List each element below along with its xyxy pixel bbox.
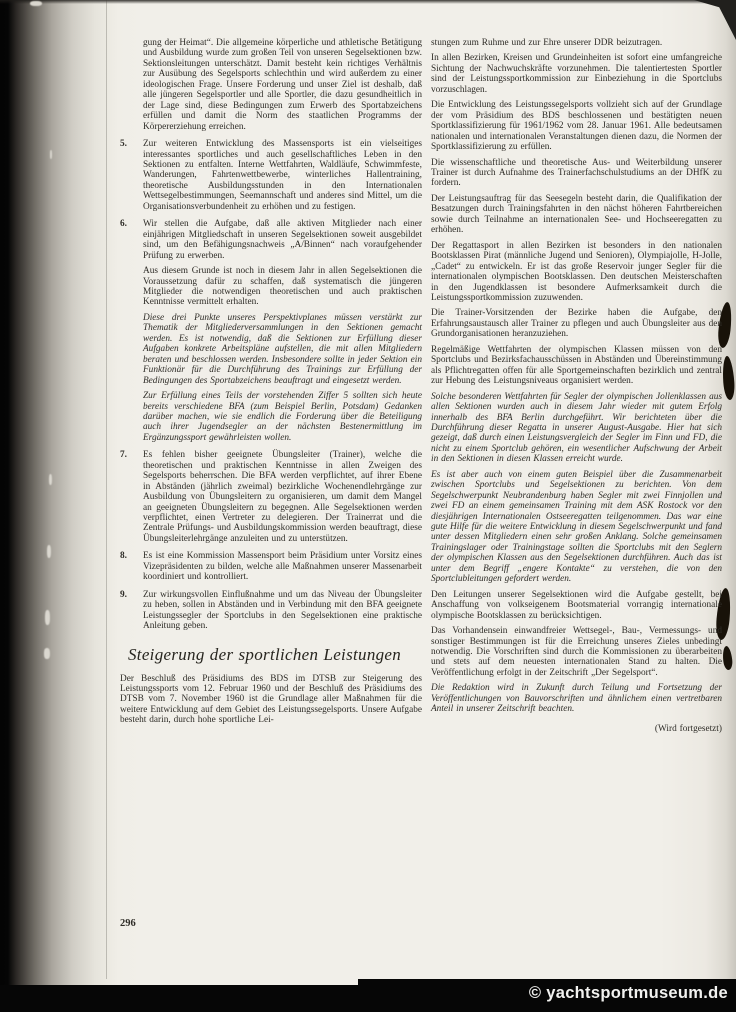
paragraph: Die wissenschaftliche und theoretische Aus- und Weiterbildung unserer Trainer ist durch Aufnahme des Trainerfachschulstudiums an der DHfK zu fordern. xyxy=(431,157,722,189)
section-heading: Steigerung der sportlichen Leistungen xyxy=(128,644,402,664)
numbered-list-item xyxy=(120,450,422,544)
list-item-text: Zur wirkungsvollen Einflußnahme und um das Niveau der Übungsleiter zu heben, sollen in Abständen und in Verbindung mit den BFA geeignete Leistungssegler der Sportclubs in den Segelsektionen eine praktische Anleitung geben. xyxy=(143,589,422,632)
list-item-text: Zur weiteren Entwicklung des Massensports ist ein vielseitiges interessantes sportliches und auch gesellschaftliches Leben in den Sektionen zu entfalten. Interne Wettfahrten, Waldläufe, Schwimmfeste, Wanderungen, Fahrtenwettbewerbe, winterliches Hallentraining, theoretische Ausbildungsstunden in den Internationalen Wettsegelbestimmungen, Seemannschaft und anderes sind Mittel, um die Organisationsverbundenheit zu erhöhen und zu festigen. xyxy=(143,139,422,212)
paragraph: gung der Heimat“. Die allgemeine körperliche und athletische Betätigung und Ausbildung wurde zum großen Teil von unseren Segelsektionen bzw. Sektionsleitungen unterschätzt. Damit besteht kein richtiges Verhältnis zur Ausübung des Segelsports schlechthin und wird außerdem zu einer ideologischen Frage. Unsere Forderung und unser Ziel ist deshalb, daß alle jüngeren Segelsportler und alle Sportler, die dazu gesundheitlich in der Lage sind, diese Bedingungen zum Erwerb des Sportabzeichens erfüllen und damit die Norm des staatlichen Programms der Körpererziehung erreichen. xyxy=(143,38,422,132)
binding-mark xyxy=(722,646,733,671)
list-item-number: 8. xyxy=(120,551,127,562)
binding-mark xyxy=(721,356,735,401)
numbered-list-item xyxy=(120,219,422,261)
dust-speck xyxy=(50,150,52,159)
paragraph: Solche besonderen Wettfahrten für Segler der olympischen Jollenklassen aus allen Sektionen wurden auch in diesem Jahr wieder mit gutem Erfolg innerhalb des BFA Berlin durchgeführt. Wir berichteten über die Durchführung dieser Regatta in unserer August-Ausgabe. Hier hat sich gezeigt, daß durch einen Leistungsvergleich der Segler im Finn und FD, die nicht zu einem Sportclub gehören, ein wesentlicher Aufschwung der Arbeit in den Sektionen in diesen Klassen erreicht wurde. xyxy=(431,391,722,465)
list-item-text: Es fehlen bisher geeignete Übungsleiter (Trainer), welche die theoretischen und praktischen Kenntnisse in allen Zweigen des Segelsports beherrschen. Die BFA werden verpflichtet, auf ihrer Ebene in Abständen (jährlich zweimal) bezirkliche Wochenendlehrgänge zur Ausbildung von Übungsleitern zu organisieren, um damit dem Mangel an geeigneten Übungsleitern zu begegnen. Alle Segelsektionen werden verpflichtet, einen Vertreter zu delegieren. Der Trainerrat und die Zentrale Prüfungs- und Ausbildungskommission werden beauftragt, diese Übungsleiterlehrgänge anzuleiten und zu unterstützen. xyxy=(143,450,422,544)
dust-speck xyxy=(45,610,50,625)
dust-speck xyxy=(47,545,51,558)
left-text-column xyxy=(120,38,422,731)
paragraph: In allen Bezirken, Kreisen und Grundeinheiten ist sofort eine umfangreiche Sichtung der Nachwuchskräfte vorzunehmen. Die talentiertesten Sportler sind der Leistungssportkommission zur Einbeziehung in die Sportclubs vorzuschlagen. xyxy=(431,53,722,95)
paragraph: stungen zum Ruhme und zur Ehre unserer DDR beizutragen. xyxy=(431,38,663,48)
page-number: 296 xyxy=(120,918,136,929)
list-item-number: 9. xyxy=(120,589,127,600)
continuation-note: (Wird fortgesetzt) xyxy=(654,723,722,734)
paragraph: Die Redaktion wird in Zukunft durch Teilung und Fortsetzung der Veröffentlichungen von Bauvorschriften und ähnlichem einen vertretbaren Anteil in unserer Zeitschrift beachten. xyxy=(431,683,722,715)
right-text-column xyxy=(431,38,722,739)
list-item-number: 6. xyxy=(120,219,127,230)
dust-speck xyxy=(49,474,52,485)
paragraph: Es ist aber auch von einem guten Beispiel über die Zusammenarbeit zwischen Sportclubs und Segelsektionen zu berichten. Von dem Segelschwerpunkt Neubrandenburg haben Segler mit zwei Finnjollen und zwei FD an einem gemeinsamen Training mit dem ASK Rostock vor den diesjährigen Internationalen Ostseeregatten teilgenommen. Das war eine gute Hilfe für die weitere Entwicklung in diesem Segelschwerpunkt und fand unter dessen Mitgliedern einen sehr großen Anklang. Solche gemeinsamen Trainingslager oder Trainingstage sollten die Sportclubs mit den Seglern der olympischen Klassen aus den Segelsektionen durchführen. Auch das ist unter dem Begriff „engere Kontakte“ zu verstehen, die von den Sportclubleitungen gefordert werden. xyxy=(431,469,722,585)
list-item-text: Es ist eine Kommission Massensport beim Präsidium unter Vorsitz eines Vizepräsidenten zu bilden, welche alle Maßnahmen unserer Massenarbeit koordiniert und kontrolliert. xyxy=(143,551,422,583)
paragraph: Die Trainer-Vorsitzenden der Bezirke haben die Aufgabe, den Erfahrungsaustausch aller Trainer zu pflegen und auch Übungsleiter aus den Grundorganisationen heranzuziehen. xyxy=(431,308,722,340)
numbered-list-item xyxy=(120,139,422,212)
paragraph: Der Regattasport in allen Bezirken ist besonders in den nationalen Bootsklassen Pirat (männliche Jugend und Senioren), Olympiajolle, H-Jolle, „Cadet“ zu entwickeln. Er ist das große Reservoir junger Segler für die internationalen olympischen Bootsklassen. Den deutschen Meisterschaften in den Jugendklassen ist besondere Aufmerksamkeit durch die Leistungssportkommission zuzuwenden. xyxy=(431,240,722,303)
page-curl-shadow xyxy=(694,0,736,40)
watermark-text: © yachtsportmuseum.de xyxy=(528,984,728,1002)
paragraph: Regelmäßige Wettfahrten der olympischen Klassen müssen von den Sportclubs und Bezirksfachausschüssen in Abständen und Übereinstimmung als Pflichtregatten offen für alle Sportgemeinschaften bezirklich und zentral zur Hebung des Leistungsniveaus organisiert werden. xyxy=(431,344,722,387)
numbered-list-item xyxy=(120,551,422,582)
paragraph: Aus diesem Grunde ist noch in diesem Jahr in allen Segelsektionen die Voraussetzung dafür zu schaffen, daß systematisch die jüngeren Mitglieder die notwendigen theoretischen und auch praktischen Kenntnisse vermittelt erhalten. xyxy=(143,266,422,308)
paragraph: Die Entwicklung des Leistungssegelsports vollzieht sich auf der Grundlage der vom Präsidium des BDS beschlossenen und bestätigten neuen Sportklassifizierung für 1961/1962 vom 28. Januar 1961. Alle bedeutsamen nationalen und internationalen Veranstaltungen dienen dazu, die Normen der Sportklassifizierung zu erfüllen. xyxy=(431,100,722,153)
paragraph: Der Beschluß des Präsidiums des BDS im DTSB zur Steigerung des Leistungssports vom 12. Februar 1960 und der Beschluß des Präsidiums des DTSB vom 7. November 1960 ist die Grundlage aller Maßnahmen für die weitere Entwicklung auf dem Gebiet des Leistungssegelsports. Unsere Aufgabe besteht darin, durch hohe sportliche Lei- xyxy=(120,673,422,726)
paragraph: Der Leistungsauftrag für das Seesegeln besteht darin, die Qualifikation der Besatzungen durch Trainingsfahrten in den nächst höheren Fahrtbereichen sowie durch Teilnahme an internationalen See- und Hochseeregatten zu erhöhen. xyxy=(431,193,722,236)
paragraph: Zur Erfüllung eines Teils der vorstehenden Ziffer 5 sollten sich heute bereits verschiedene BFA (zum Beispiel Berlin, Potsdam) Gedanken darüber machen, wie sie endlich die Forderung über die Beteiligung auch ihrer Jugendsegler an der nächsten Bestenermittlung im Ergänzungssport gewährleisten wollen. xyxy=(143,391,422,443)
dust-speck xyxy=(44,648,50,659)
numbered-list-item xyxy=(120,590,422,632)
list-item-text: Wir stellen die Aufgabe, daß alle aktiven Mitglieder nach einer einjährigen Mitgliedschaft in unseren Segelsektionen soweit ausgebildet sind, um den Befähigungsnachweis „A/Binnen“ nach voraufgehender Prüfung zu erwerben. xyxy=(143,219,422,261)
list-item-number: 5. xyxy=(120,139,127,150)
paragraph: Das Vorhandensein einwandfreier Wettsegel-, Bau-, Vermessungs- und sonstiger Bestimmungen ist für die Erreichung unseres Zieles unbedingt notwendig. Die Vorschriften sind durch die Kommissionen zu überarbeiten und stets auf dem neuesten internationalen Stand zu halten. Die Veröffentlichung erfolgt in der Zeitschrift „Der Segelsport“. xyxy=(431,626,722,678)
page-fold-line xyxy=(106,0,107,979)
list-item-number: 7. xyxy=(120,450,127,461)
paragraph: Den Leitungen unserer Segelsektionen wird die Aufgabe gestellt, bei Anschaffung von volkseigenem Bootsmaterial vorrangig internationale olympische Bootsklassen zu berücksichtigen. xyxy=(431,589,722,621)
dust-speck xyxy=(30,1,42,6)
paragraph: Diese drei Punkte unseres Perspektivplanes müssen verstärkt zur Thematik der Mitgliederversammlungen in den Sektionen gemacht werden. Es ist notwendig, daß die Sektionen zur Erfüllung dieser Aufgaben konkrete Arbeitspläne aufstellen, die mit allen Mitgliedern beraten und beschlossen werden. Insbesondere sollte in jeder Sektion ein Funktionär für die Durchführung des Trainings zur Erfüllung der Bedingungen des Sportabzeichens beauftragt und eingesetzt werden. xyxy=(143,312,422,386)
